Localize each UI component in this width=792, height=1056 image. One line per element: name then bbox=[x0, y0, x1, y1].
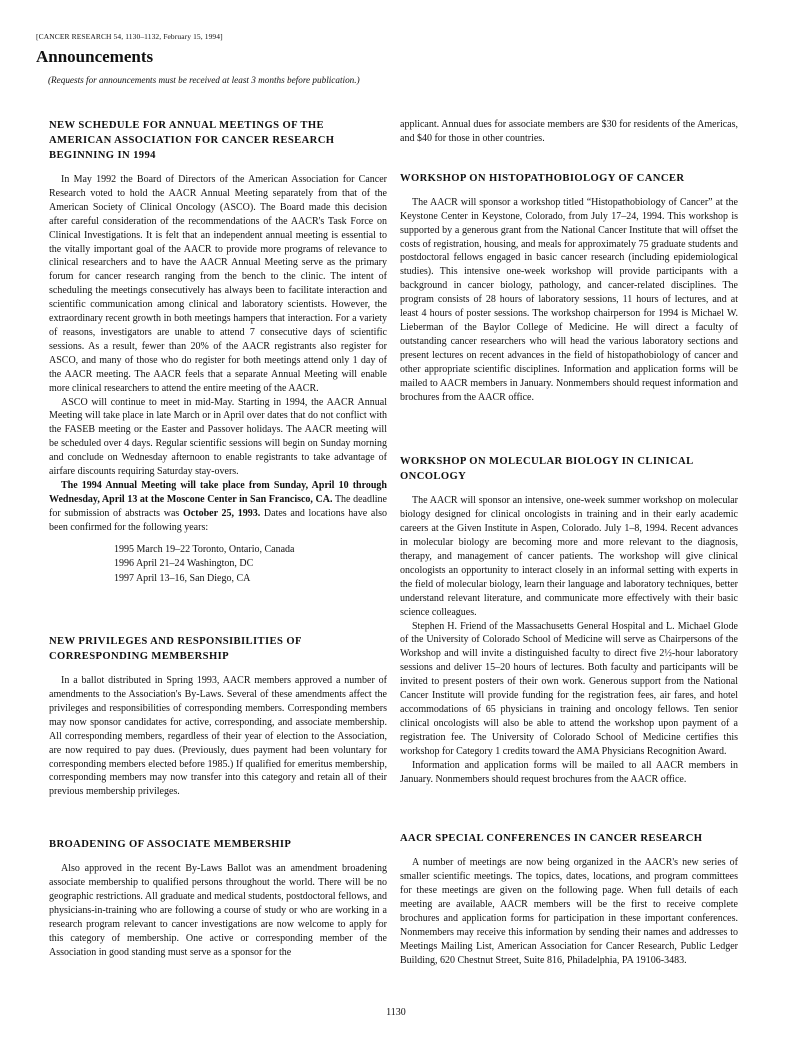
section-heading-histopathobiology: WORKSHOP ON HISTOPATHOBIOLOGY OF CANCER bbox=[400, 172, 685, 184]
paragraph: Stephen H. Friend of the Massachusetts General Hospital and L. Michael Glode of the University of Colorado School of Medicine will serve as Chairpersons of the Workshop and will invite a distinguished faculty to direct five 2½-hour laboratory sessions and deliver 15–20 hours of lectures. Both faculty and participants will be invited to present posters of their own work. Generous support from the National Cancer Institute will provide funding for the registration fees, air fares, and hotel accommodations of 65 physicians in training and oncology fellows. Ten senior clinical oncologists will also be able to attend the workshop upon payment of a registration fee. The University of Colorado School of Medicine certifies this workshop for Category 1 credits toward the AMA Physicians Recognition Award. bbox=[400, 620, 738, 757]
bold-deadline: October 25, 1993. bbox=[183, 507, 261, 519]
left-column bbox=[49, 118, 387, 960]
section-heading-special-conferences: AACR SPECIAL CONFERENCES IN CANCER RESEARCH bbox=[400, 833, 703, 845]
meeting-year-item: 1997 April 13–16, San Diego, CA bbox=[114, 572, 251, 584]
section-heading-new-schedule: NEW SCHEDULE FOR ANNUAL MEETINGS OF THE AMERICAN ASSOCIATION FOR CANCER RESEARCH BEGINNING IN 1994 bbox=[49, 120, 335, 161]
paragraph: Also approved in the recent By-Laws Ballot was an amendment broadening associate membership to qualified persons throughout the world. There will be no geographic restrictions. All graduate and medical students, postdoctoral fellows, and physicians-in-training who are following a course of study or who are working in a research program relevant to cancer investigations are now welcome to apply for this category of membership. One active or corresponding member of the Association in good standing must serve as a sponsor for the bbox=[49, 863, 387, 958]
right-column bbox=[400, 118, 738, 968]
paragraph: The AACR will sponsor an intensive, one-week summer workshop on molecular biology designed for clinical oncologists in training and in their early academic careers at the Given Institute in Aspen, Colorado. July 1–8, 1994. Recent advances in molecular biology are becoming more and more relevant to the diagnosis, therapy, and management of cancer patients. The workshop will give clinical oncologists an opportunity to interact closely in an informal setting with experts in the field of molecular biology, learn their language and laboratory techniques, better understand relevant literature, and communicate more effectively with their basic science colleagues. bbox=[400, 495, 738, 618]
meeting-year-item: 1995 March 19–22 Toronto, Ontario, Canada bbox=[114, 543, 295, 555]
text-span: The deadline for submission of abstracts was bbox=[49, 493, 387, 519]
section-heading-molecular-biology: WORKSHOP ON MOLECULAR BIOLOGY IN CLINICAL ONCOLOGY bbox=[400, 456, 693, 483]
paragraph-meeting-dates bbox=[49, 479, 387, 535]
paragraph: ASCO will continue to meet in mid-May. Starting in 1994, the AACR Annual Meeting will take place in late March or in April over dates that do not conflict with the FASEB meeting or the Easter and Passover holidays. The AACR meeting will be scheduled over 4 days. Regular scientific sessions will begin on Sunday morning and conclude on Wednesday afternoon to enable registrants to take advantage of airfare discounts requiring Saturday stay-overs. bbox=[49, 396, 387, 478]
page-subtitle: (Requests for announcements must be received at least 3 months before publication.) bbox=[48, 75, 360, 85]
future-meeting-list bbox=[114, 543, 387, 587]
paragraph: In May 1992 the Board of Directors of the American Association for Cancer Research voted to hold the AACR Annual Meeting separately from that of the American Society of Clinical Oncology (ASCO). The Board made this decision after careful consideration of the recommendations of the AACR's Task Force on Clinical Investigations. It is felt that an independent annual meeting is essential to the vitally important goal of the AACR to provide more programs of relevance to clinical researchers and to have the AACR Annual Meeting serve as the primary forum for cancer research ranging from the bench to the clinic. The intent of scheduling the meetings consecutively has always been to facilitate interaction and scientific communication among clinical and laboratory scientists. However, the extraordinary recent growth in both meetings hampers that interaction. For a variety of reasons, investigators are unable to attend 7 consecutive days of scientific sessions. As a result, fewer than 20% of the AACR registrants also register for ASCO, and many of those who do register for both meetings attend only 1 day of the AACR meeting. The AACR feels that a separate Annual Meeting will enable more clinical researchers to attend the entire meeting of the AACR. bbox=[49, 174, 387, 394]
page-number: 1130 bbox=[386, 1007, 406, 1018]
paragraph: Information and application forms will be mailed to all AACR members in January. Nonmembers should request brochures from the AACR office. bbox=[400, 759, 738, 785]
text-span: Dates and locations have also been confirmed for the following years: bbox=[49, 507, 387, 533]
paragraph-continued: applicant. Annual dues for associate members are $30 for residents of the Americas, and $40 for those in other countries. bbox=[400, 119, 738, 144]
paragraph: In a ballot distributed in Spring 1993, AACR members approved a number of amendments to the Association's By-Laws. Several of these amendments affect the privileges and responsibilities of corresponding members. Corresponding members may now sponsor candidates for active, corresponding, and associate membership. All corresponding members, regardless of their year of election to the Association, are now required to pay dues. (Previously, dues payment had been voluntary for corresponding members elected before 1985.) If qualified for emeritus membership, corresponding members may now transfer into this category and retain all of their previous membership privileges. bbox=[49, 675, 387, 798]
page-title: Announcements bbox=[36, 47, 154, 66]
bold-meeting-dates: The 1994 Annual Meeting will take place from Sunday, April 10 through Wednesday, April 13 at the Moscone Center in San Francisco, CA. bbox=[49, 479, 387, 505]
meeting-year-item: 1996 April 21–24 Washington, DC bbox=[114, 558, 254, 570]
section-heading-corresponding-membership: NEW PRIVILEGES AND RESPONSIBILITIES OF CORRESPONDING MEMBERSHIP bbox=[49, 636, 302, 663]
section-heading-associate-membership: BROADENING OF ASSOCIATE MEMBERSHIP bbox=[49, 839, 292, 851]
paragraph: A number of meetings are now being organized in the AACR's new series of smaller scientific meetings. The topics, dates, locations, and program committees for these meetings are given on the following page. When full details of each meeting are available, AACR members will be the first to receive complete brochures and application forms for participation in these important conferences. Nonmembers may receive this information by sending their names and addresses to Meetings Mailing List, American Association for Cancer Research, Public Ledger Building, 620 Chestnut Street, Suite 816, Philadelphia, PA 19106-3483. bbox=[400, 857, 738, 966]
journal-citation: [CANCER RESEARCH 54, 1130–1132, February 15, 1994] bbox=[36, 32, 223, 41]
paragraph: The AACR will sponsor a workshop titled “Histopathobiology of Cancer” at the Keystone Center in Keystone, Colorado, from July 17–24, 1994. This workshop is supported by a generous grant from the National Cancer Institute that will offset the costs of registration, housing, and meals for approximately 75 graduate students and postdoctoral fellows engaged in basic cancer research (including epidemiological studies). This intensive one-week workshop will provide participants with a background in cancer biology, pathology, and cancer-related disciplines. The program consists of 28 hours of laboratory sessions, 11 hours of lectures, and at least 4 hours of poster sessions. The workshop chairperson for 1994 is Michael W. Lieberman of the Baylor College of Medicine. He will direct a faculty of outstanding cancer researchers who will head the various laboratory sections and present lectures on recent advances in the field of histopathobiology of cancer and other appropriate scientific disciplines. Information and application forms will be mailed to AACR members in January. Nonmembers should request information and brochures from the AACR office. bbox=[400, 196, 738, 403]
